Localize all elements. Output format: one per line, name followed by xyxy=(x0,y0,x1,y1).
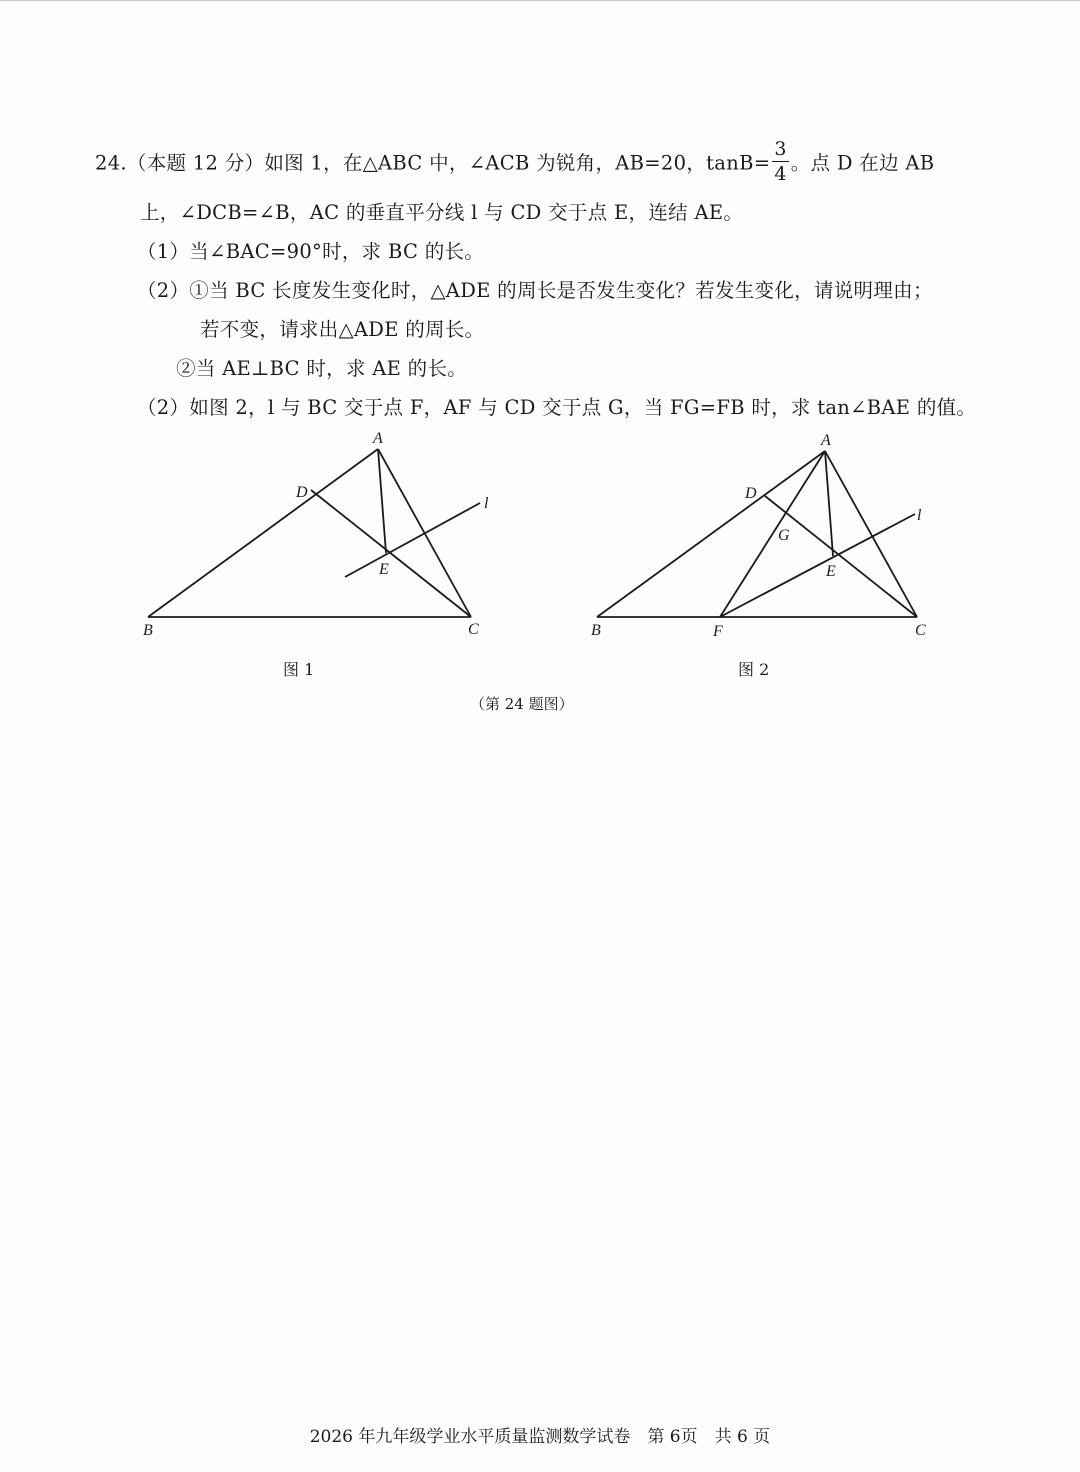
label-A: A xyxy=(373,430,383,447)
label-C: C xyxy=(915,622,926,639)
segment-AB xyxy=(148,449,378,617)
label-A: A xyxy=(821,432,831,449)
label-D: D xyxy=(296,484,308,501)
segment-AB xyxy=(597,451,825,617)
label-E: E xyxy=(826,563,836,580)
label-D: D xyxy=(745,485,757,502)
segment-AC xyxy=(825,451,917,617)
part-3: （2）如图 2，l 与 BC 交于点 F，AF 与 CD 交于点 G，当 FG=FB 时，求 tan∠BAE 的值。 xyxy=(137,396,977,419)
geometry-figures xyxy=(0,0,1080,700)
segment-DC xyxy=(765,496,917,617)
figure-2 xyxy=(591,432,926,640)
fraction-numerator: 3 xyxy=(774,138,787,160)
label-G: G xyxy=(778,527,790,544)
label-B: B xyxy=(591,622,601,639)
label-F: F xyxy=(713,623,723,640)
line-l xyxy=(345,503,480,577)
fraction-denominator: 4 xyxy=(774,163,787,185)
segment-DC xyxy=(311,490,471,617)
figure-2-caption: 图 2 xyxy=(738,660,770,679)
part-1: （1）当∠BAC=90°时，求 BC 的长。 xyxy=(137,240,485,263)
question-stem-text: 24.（本题 12 分）如图 1，在△ABC 中，∠ACB 为锐角，AB=20，tanB= xyxy=(95,151,771,175)
question-stem-text-cont: 。点 D 在边 AB xyxy=(790,151,935,175)
page-footer: 2026 年九年级学业水平质量监测数学试卷 第 6页 共 6 页 xyxy=(309,1427,771,1447)
label-C: C xyxy=(468,621,479,638)
segment-AF xyxy=(720,451,825,617)
part-2-1-cont: 若不变，请求出△ADE 的周长。 xyxy=(200,318,485,341)
part-2-2: ②当 AE⊥BC 时，求 AE 的长。 xyxy=(176,357,468,380)
label-B: B xyxy=(143,622,153,639)
segment-AE xyxy=(378,449,386,553)
line-l xyxy=(720,514,915,617)
figure-1 xyxy=(143,430,489,639)
figure-1-caption: 图 1 xyxy=(283,660,315,679)
question-line-2: 上，∠DCB=∠B，AC 的垂直平分线 l 与 CD 交于点 E，连结 AE。 xyxy=(140,201,744,224)
segment-AE xyxy=(825,451,833,556)
part-2-1: （2）①当 BC 长度发生变化时，△ADE 的周长是否发生变化？若发生变化，请说明理由； xyxy=(137,279,933,302)
label-l: l xyxy=(917,507,922,524)
label-l: l xyxy=(484,495,489,512)
figures-caption: （第 24 题图） xyxy=(470,695,574,713)
label-E: E xyxy=(379,561,389,578)
